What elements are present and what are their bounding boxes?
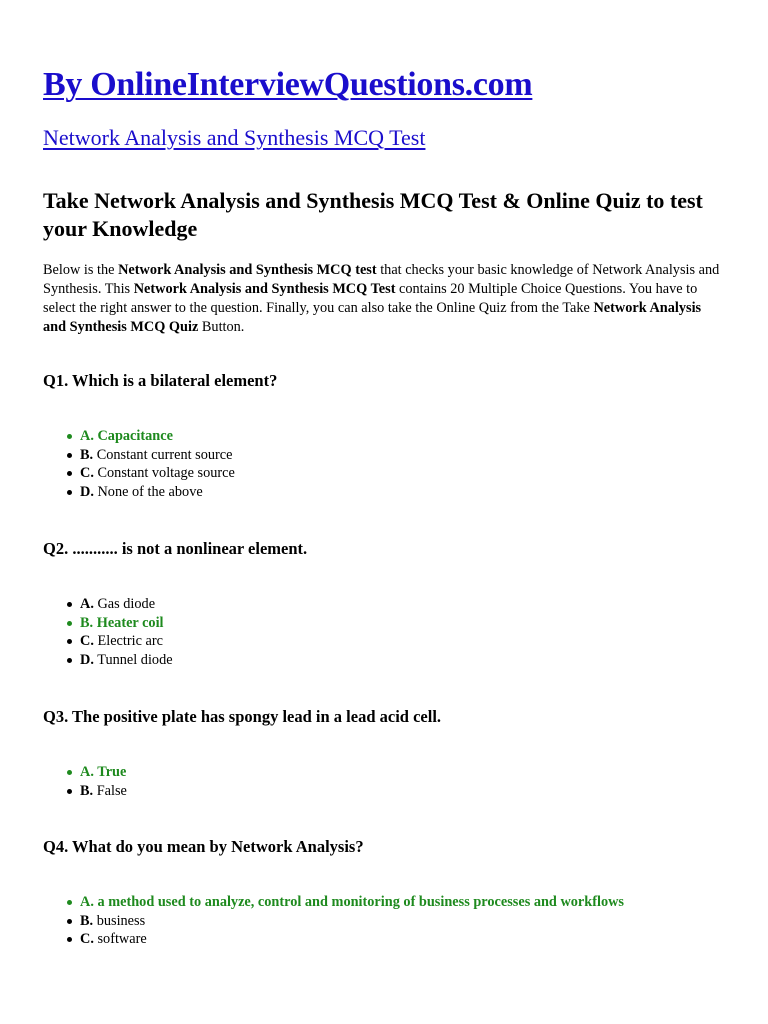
question-1-title: Q1. Which is a bilateral element? xyxy=(43,371,278,390)
option-letter: B. xyxy=(80,782,94,799)
option-letter: B. xyxy=(80,446,94,463)
page-heading: Take Network Analysis and Synthesis MCQ Test & Online Quiz to test your Knowledge xyxy=(43,188,703,241)
intro-text-1: Below is the xyxy=(43,262,119,278)
option-letter: C. xyxy=(80,931,94,948)
option-text: Tunnel diode xyxy=(97,652,173,669)
option-letter: A. xyxy=(80,596,94,612)
option-letter: D. xyxy=(80,484,94,501)
site-link[interactable]: By OnlineInterviewQuestions.com xyxy=(43,66,533,103)
option-item xyxy=(43,930,624,949)
option-text: software xyxy=(97,931,147,948)
intro-paragraph xyxy=(43,261,723,337)
option-text: Capacitance xyxy=(93,428,173,444)
option-text: a method used to analyze, control and monitoring of business processes and workflows xyxy=(93,894,624,910)
option-item xyxy=(43,483,235,502)
option-item xyxy=(43,446,235,465)
option-letter: A. xyxy=(80,428,94,444)
intro-text-2: that checks your basic knowledge of Network Analysis and Synthesis. This xyxy=(43,262,720,297)
option-item xyxy=(43,595,173,614)
option-text: Electric arc xyxy=(97,633,163,650)
option-letter: B. xyxy=(80,912,94,929)
option-item-correct xyxy=(43,614,173,633)
option-item-correct xyxy=(43,427,235,446)
intro-text-3: contains 20 Multiple Choice Questions. You have to select the right answer to the question. Finally, you can also take the Online Quiz from the Take xyxy=(43,281,698,316)
question-3-options xyxy=(43,763,127,800)
option-text: Constant current source xyxy=(96,446,233,463)
test-title-link[interactable]: Network Analysis and Synthesis MCQ Test xyxy=(43,125,426,150)
question-4-options xyxy=(43,893,624,949)
option-letter: C. xyxy=(80,465,94,482)
option-item xyxy=(43,912,624,931)
option-text: None of the above xyxy=(97,484,203,501)
option-item xyxy=(43,632,173,651)
option-item xyxy=(43,651,173,670)
option-text: Gas diode xyxy=(93,596,156,612)
intro-bold-3: Network Analysis and Synthesis MCQ Quiz xyxy=(43,300,702,335)
option-item xyxy=(43,782,127,801)
option-letter: A. xyxy=(80,764,94,780)
option-text: Heater coil xyxy=(96,614,164,631)
option-letter: D. xyxy=(80,652,94,669)
option-letter: A. xyxy=(80,894,94,910)
option-item-correct xyxy=(43,763,127,782)
option-item xyxy=(43,464,235,483)
intro-bold-1: Network Analysis and Synthesis MCQ test xyxy=(118,262,377,278)
option-text: Constant voltage source xyxy=(97,465,235,482)
option-letter: C. xyxy=(80,633,94,650)
intro-text-4: Button. xyxy=(198,319,245,335)
option-text: business xyxy=(96,912,146,929)
option-text: True xyxy=(93,764,127,780)
question-2-title: Q2. ........... is not a nonlinear element. xyxy=(43,539,308,558)
option-letter: B. xyxy=(80,614,94,631)
question-2-options xyxy=(43,595,173,670)
question-1-options xyxy=(43,427,235,502)
question-3-title: Q3. The positive plate has spongy lead in a lead acid cell. xyxy=(43,707,442,726)
option-item-correct xyxy=(43,893,624,912)
question-4-title: Q4. What do you mean by Network Analysis? xyxy=(43,837,364,856)
intro-bold-2: Network Analysis and Synthesis MCQ Test xyxy=(133,281,396,297)
option-text: False xyxy=(96,782,127,799)
